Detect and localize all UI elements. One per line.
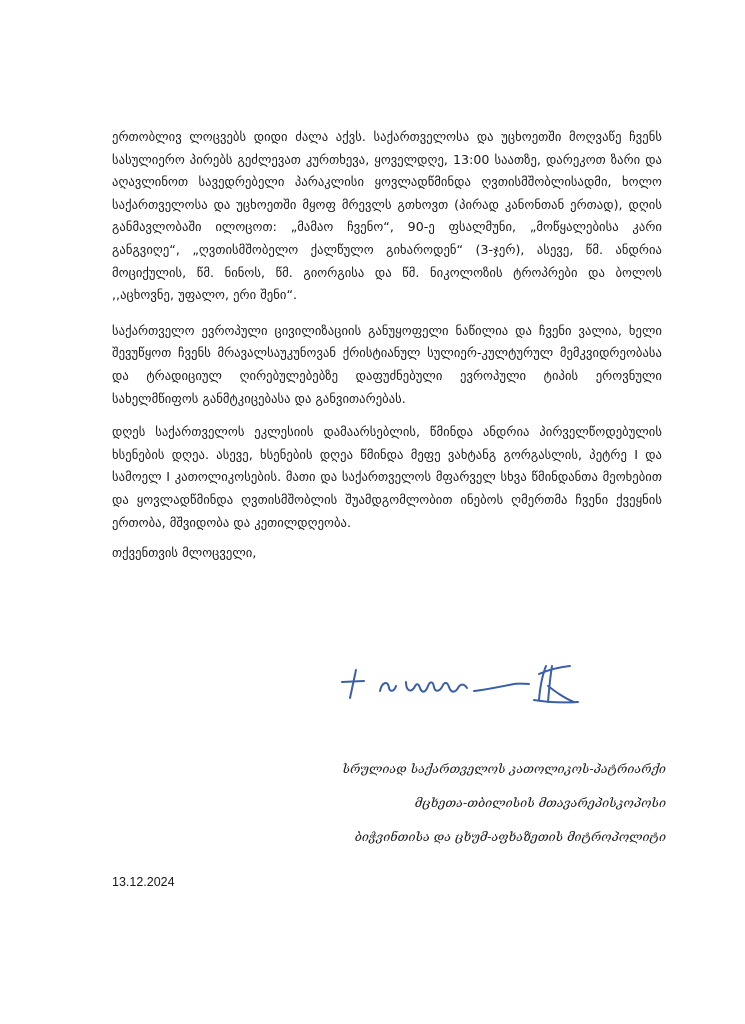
signature-cross-horizontal: [342, 681, 364, 682]
paragraph-european-heritage: საქართველო ევროპული ცივილიზაციის განუყოფელი ნაწილია და ჩვენი ვალია, ხელი შევუწყოთ ჩვენს მრავალსაუკუნოვან ქრისტიანულ სულიერ-კულტურულ მემკვიდრეობასა და ტრადიციულ ღირებულებებზე დაფუძნებული ევროპული ტიპის ეროვნული სახელმწიფოს განმტკიცებასა და განვითარებას.: [112, 322, 662, 406]
handwritten-signature: [334, 660, 594, 710]
signatory-titles: [276, 752, 666, 854]
letter-date: 13.12.2024: [112, 875, 175, 889]
signature-stroke-7: [548, 686, 574, 702]
paragraph-feast-day: დღეს საქართველოს ეკლესიის დამაარსებლის, წმინდა ანდრია პირველწოდებულის ხსენების დღეა. ასევე, ხსენების დღეა წმინდა მეფე ვახტანგ გორგასლის, პეტრე I და სამოელ I კათოლიკოსების. მათი და საქართველოს მფარველ სხვა წმინდანთა მეოხებით და ყოვლადწმინდა ღვთისმშობლის შუამდგომლობით ინებოს ღმერთმა ჩვენი ქვეყნის ერთობა, მშვიდობა და კეთილდღეობა.: [112, 424, 662, 530]
title-archbishop: მცხეთა-თბილისის მთავარეპისკოპოსი: [414, 795, 666, 810]
signature-stroke-2: [406, 682, 467, 692]
signature-stroke-3: [474, 684, 529, 691]
letter-body: [112, 126, 662, 565]
closing-line: თქვენთვის მლოცველი,: [112, 545, 257, 561]
paragraph-prayer-instructions: ერთობლივ ლოცვებს დიდი ძალა აქვს. საქართველოსა და უცხოეთში მოღვაწე ჩვენს სასულიერო პირებს გეძლევათ კურთხევა, ყოველდღე, 13:00 საათზე, დარეკოთ ზარი და აღავლინოთ სავედრებელი პარაკლისი ყოვლადწმინდა ღვთისმშობლისადმი, ხოლო საქართველოსა და უცხოეთში მყოფ მრევლს გთხოვთ (პირად კანონთან ერთად), დღის განმავლობაში ილოცოთ: „მამაო ჩვენო“, 90-ე ფსალმუნი, „მოწყალებისა კარი განგვიღე“, „ღვთისმშობელო ქალწულო გიხაროდენ“ (3-ჯერ), ასევე, წმ. ანდრია მოციქულის, წმ. ნინოს, წმ. გიორგისა და წმ. ნიკოლოზის ტროპრები და ბოლოს ,,აცხოვნე, უფალო, ერი შენი“.: [112, 129, 662, 303]
signature-stroke-1: [380, 683, 396, 691]
title-catholicos-patriarch: სრულიად საქართველოს კათოლიკოს-პატრიარქი: [342, 761, 666, 776]
title-metropolitan: ბიჭვინთისა და ცხუმ-აფხაზეთის მიტროპოლიტი: [354, 829, 666, 844]
signature-cross-vertical: [350, 670, 356, 698]
